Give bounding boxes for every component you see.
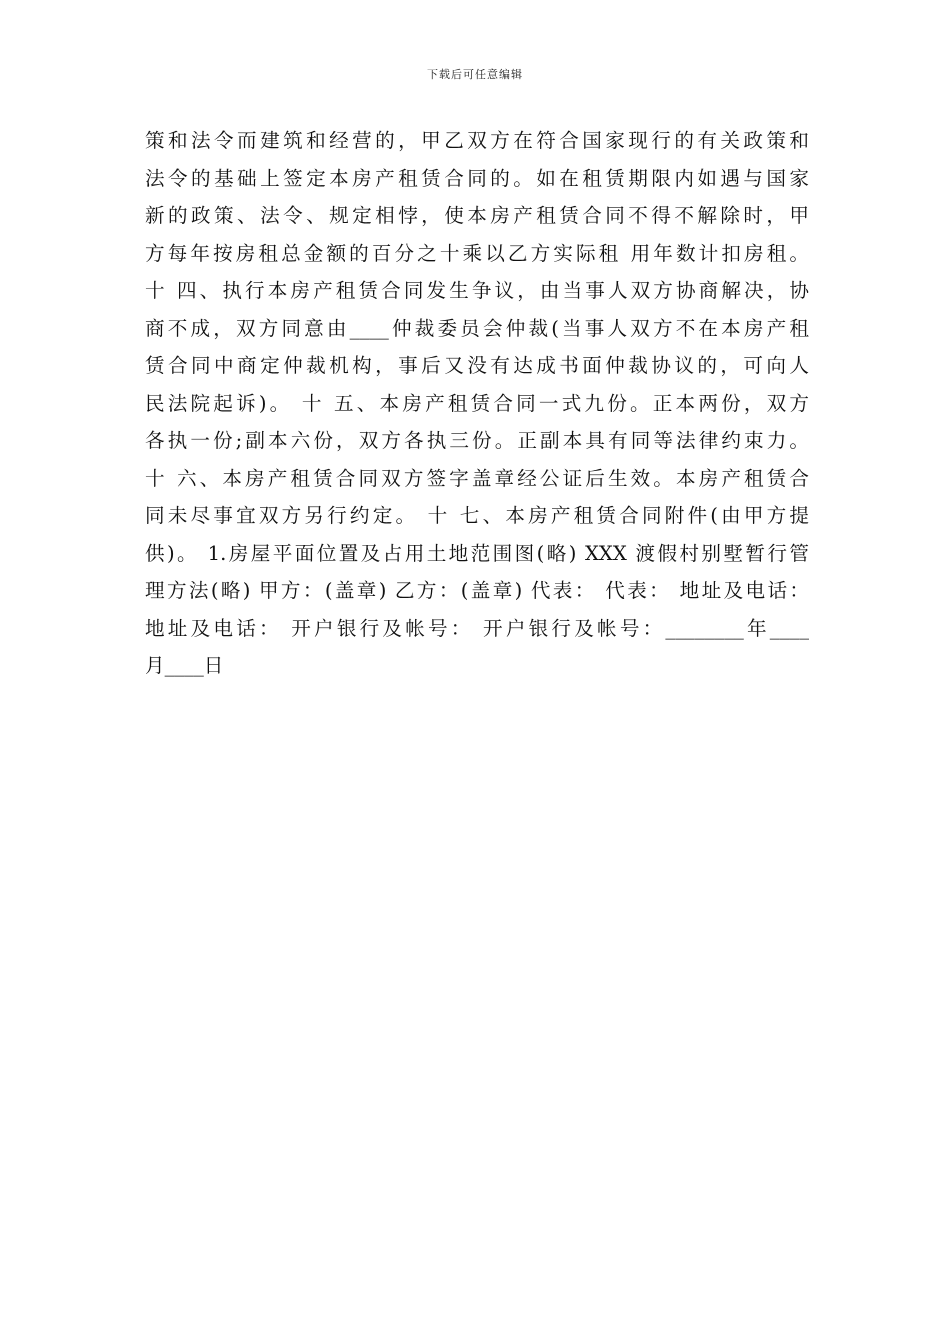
text-line: 供)。 1.房屋平面位置及占用土地范围图(略) XXX 渡假村别墅暂行管 (145, 541, 809, 565)
text-line: 同未尽事宜双方另行约定。 十 七、本房产租赁合同附件(由甲方提 (145, 504, 809, 527)
text-line: 赁合同中商定仲裁机构，事后又没有达成书面仲裁协议的，可向人 (145, 354, 809, 377)
text-line: 十 六、本房产租赁合同双方签字盖章经公证后生效。本房产租赁合 (145, 466, 809, 490)
text-line: 策和法令而建筑和经营的，甲乙双方在符合国家现行的有关政策和 (145, 129, 809, 152)
text-line: 地址及电话： 开户银行及帐号： 开户银行及帐号：________年____ (145, 616, 809, 640)
page-header: 下载后可任意编辑 (427, 68, 523, 81)
text-line: 法令的基础上签定本房产租赁合同的。如在租赁期限内如遇与国家 (145, 166, 809, 190)
text-line: 各执一份;副本六份，双方各执三份。正副本具有同等法律约束力。 (145, 429, 809, 452)
contract-body-text (145, 122, 809, 685)
text-line: 方每年按房租总金额的百分之十乘以乙方实际租 用年数计扣房租。 (145, 241, 809, 265)
text-line: 理方法(略) 甲方：(盖章) 乙方：(盖章) 代表： 代表： 地址及电话： (145, 579, 809, 602)
text-line: 商不成，双方同意由____仲裁委员会仲裁(当事人双方不在本房产租 (145, 316, 809, 340)
text-line: 十 四、执行本房产租赁合同发生争议，由当事人双方协商解决，协 (145, 279, 809, 302)
text-line: 民法院起诉)。 十 五、本房产租赁合同一式九份。正本两份，双方 (145, 391, 809, 415)
text-line: 月____日 (145, 654, 224, 677)
text-line: 新的政策、法令、规定相悖，使本房产租赁合同不得不解除时，甲 (145, 204, 809, 227)
